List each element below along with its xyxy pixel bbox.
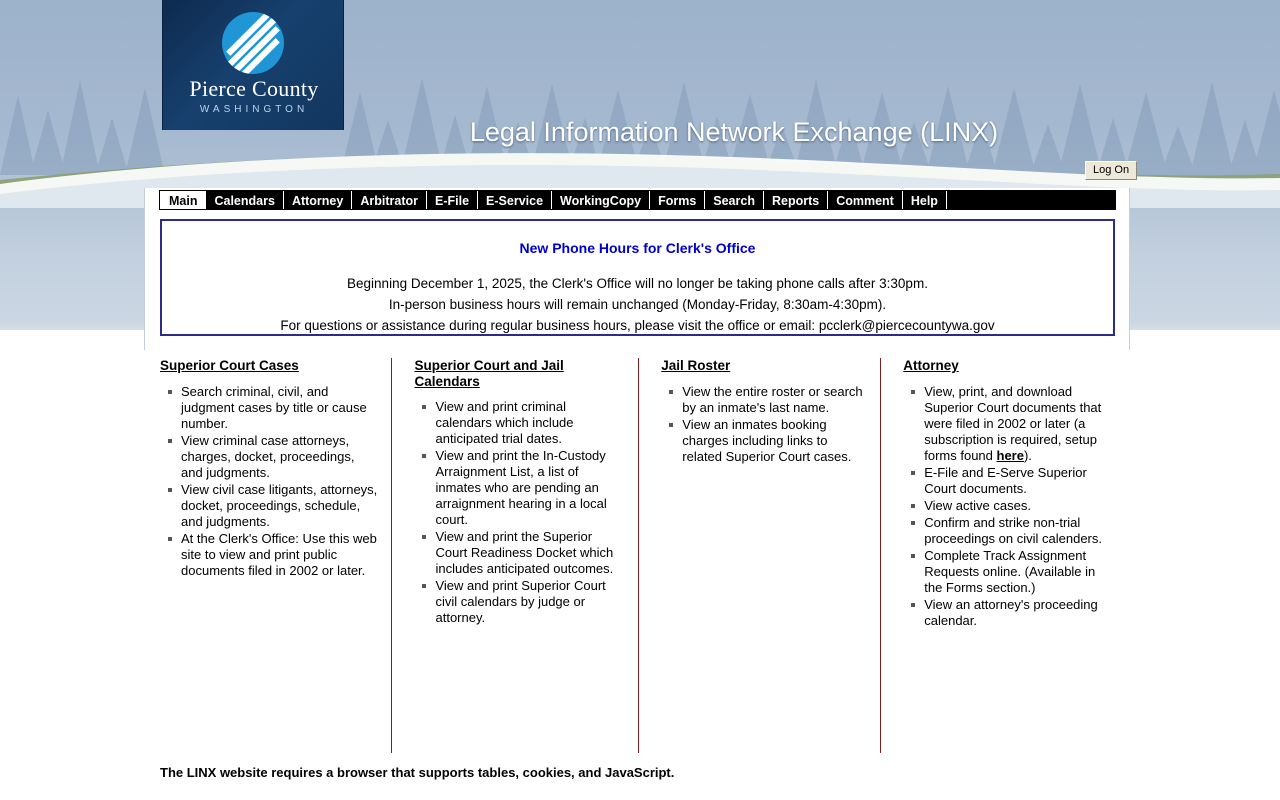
nav-item-forms[interactable]: Forms <box>650 191 705 209</box>
nav-item-e-file[interactable]: E-File <box>427 191 478 209</box>
page-title: Legal Information Network Exchange (LINX) <box>469 117 999 147</box>
announcement-title: New Phone Hours for Clerk's Office <box>519 240 756 256</box>
list-item: View and print criminal calendars which include anticipated trial dates. <box>435 399 624 447</box>
logo-name: Pierce County <box>189 76 319 101</box>
attorney-forms-link[interactable]: here <box>996 447 1024 463</box>
list-item: View civil case litigants, attorneys, docket, proceedings, schedule, and judgments. <box>181 481 378 529</box>
announcement-line-1: Beginning December 1, 2025, the Clerk's Office will no longer be taking phone calls after 3:30pm. <box>347 276 928 291</box>
feature-column-title: Attorney <box>903 358 959 373</box>
list-item: At the Clerk's Office: Use this web site to view and print public documents filed in 2002 or later. <box>181 530 377 578</box>
nav-item-help[interactable]: Help <box>903 191 947 209</box>
feature-columns <box>160 358 1127 753</box>
list-item: View an inmates booking charges including links to related Superior Court cases. <box>682 417 866 465</box>
nav-item-search[interactable]: Search <box>705 191 764 209</box>
feature-list <box>414 399 624 626</box>
list-item: View and print the In-Custody Arraignment List, a list of inmates who are pending an arraignment hearing in a local court. <box>435 448 624 528</box>
feature-list <box>661 384 866 465</box>
log-on-button[interactable]: Log On <box>1085 161 1137 180</box>
list-item: View an attorney's proceeding calendar. <box>924 597 1113 629</box>
nav-item-calendars[interactable]: Calendars <box>206 191 283 209</box>
feature-list <box>903 384 1113 629</box>
feature-column <box>638 358 880 753</box>
list-item: View, print, and download Superior Court documents that were filed in 2002 or later (a subscription is required, setup forms found here). <box>924 384 1113 464</box>
nav-item-attorney[interactable]: Attorney <box>284 191 352 209</box>
feature-column <box>160 358 391 753</box>
list-item: View criminal case attorneys, charges, docket, proceedings, and judgments. <box>181 433 377 481</box>
nav-item-reports[interactable]: Reports <box>764 191 828 209</box>
footer-note: The LINX website requires a browser that supports tables, cookies, and JavaScript. <box>160 765 675 780</box>
nav-item-e-service[interactable]: E-Service <box>478 191 552 209</box>
feature-column-title: Superior Court Cases <box>160 358 299 373</box>
main-navigation <box>159 190 1116 210</box>
feature-column-title: Jail Roster <box>661 358 731 373</box>
logo-subtitle: WASHINGTON <box>199 104 309 115</box>
list-item: View active cases. <box>924 498 1113 514</box>
list-item: View and print the Superior Court Readiness Docket which includes anticipated outcomes. <box>435 529 624 577</box>
nav-item-comment[interactable]: Comment <box>828 191 903 209</box>
announcement-box <box>160 219 1115 336</box>
feature-column <box>391 358 638 753</box>
announcement-line-3: For questions or assistance during regular business hours, please visit the office or email: pcclerk@piercecountywa.gov <box>280 318 995 333</box>
nav-item-main[interactable]: Main <box>160 191 206 209</box>
feature-column-title: Superior Court and Jail Calendars <box>414 358 564 389</box>
nav-item-arbitrator[interactable]: Arbitrator <box>352 191 427 209</box>
announcement-line-2: In-person business hours will remain unchanged (Monday-Friday, 8:30am-4:30pm). <box>388 297 887 312</box>
list-item: Complete Track Assignment Requests online. (Available in the Forms section.) <box>924 548 1113 596</box>
list-item: View and print Superior Court civil calendars by judge or attorney. <box>435 578 624 626</box>
list-item: Search criminal, civil, and judgment cases by title or cause number. <box>181 384 377 432</box>
pierce-county-logo[interactable] <box>162 0 344 130</box>
feature-column <box>880 358 1127 753</box>
list-item: Confirm and strike non-trial proceedings on civil calenders. <box>924 515 1113 547</box>
logo-mark-icon <box>222 12 284 74</box>
list-item: View the entire roster or search by an inmate's last name. <box>682 384 866 416</box>
list-item: E-File and E-Serve Superior Court documents. <box>924 465 1113 497</box>
feature-list <box>160 384 377 579</box>
nav-item-workingcopy[interactable]: WorkingCopy <box>552 191 650 209</box>
nav-filler <box>947 191 1115 209</box>
